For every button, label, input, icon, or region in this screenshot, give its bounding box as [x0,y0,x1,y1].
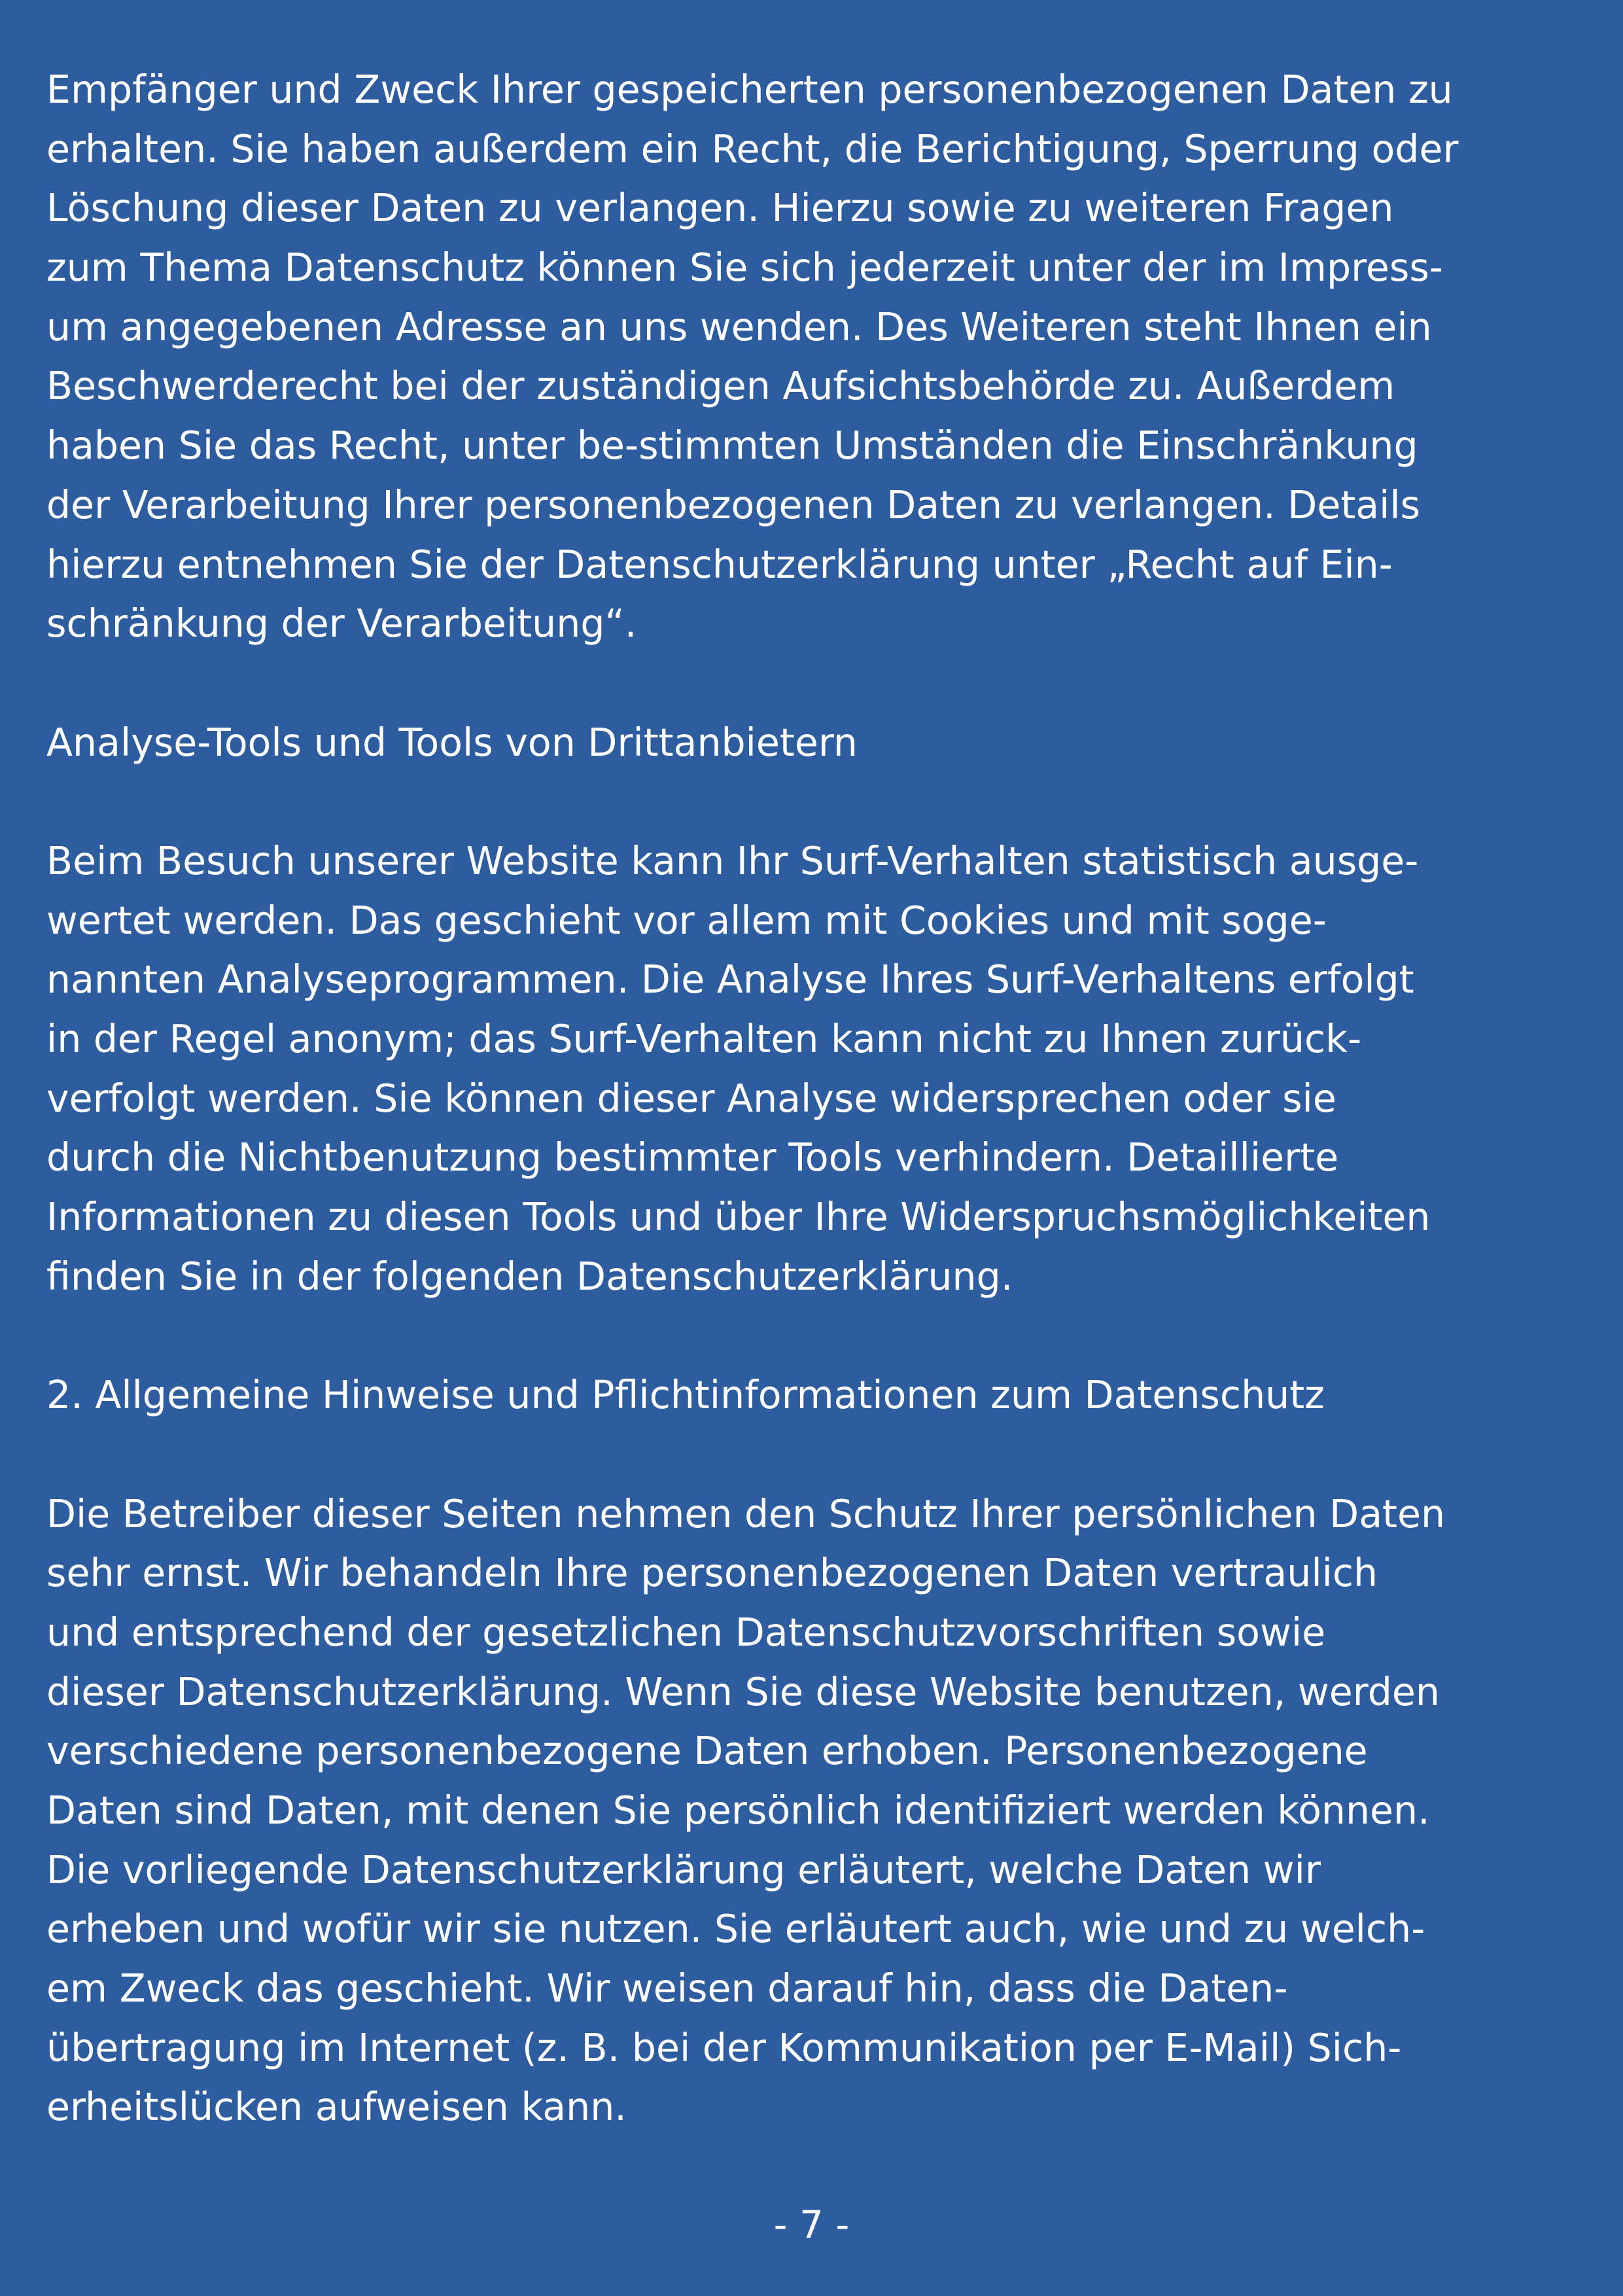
text-line: Löschung dieser Daten zu verlangen. Hierzu sowie zu weiteren Fragen [46,186,1394,231]
text-line: erheitslücken aufweisen kann. [46,2085,627,2130]
text-line: übertragung im Internet (z. B. bei der Kommunikation per E-Mail) Sich- [46,2025,1402,2070]
text-line: Daten sind Daten, mit denen Sie persönlich identifiziert werden können. [46,1788,1430,1833]
text-line: finden Sie in der folgenden Datenschutzerklärung. [46,1254,1013,1299]
text-line: verschiedene personenbezogene Daten erhoben. Personenbezogene [46,1729,1368,1774]
text-line: Die vorliegende Datenschutzerklärung erläutert, welche Daten wir [46,1847,1321,1892]
text-line: sehr ernst. Wir behandeln Ihre personenbezogenen Daten vertraulich [46,1551,1378,1596]
text-line: em Zweck das geschieht. Wir weisen darauf hin, dass die Daten- [46,1966,1288,2011]
text-line: erheben und wofür wir sie nutzen. Sie erläutert auch, wie und zu welch- [46,1907,1425,1952]
section-heading-analyse-tools: Analyse-Tools und Tools von Drittanbietern [46,720,858,765]
paragraph-rights [46,60,1603,654]
text-line: durch die Nichtbenutzung bestimmter Tools verhindern. Detaillierte [46,1135,1339,1180]
text-line: Beim Besuch unserer Website kann Ihr Surf-Verhalten statistisch ausge- [46,838,1419,883]
text-line: zum Thema Datenschutz können Sie sich jederzeit unter der im Impress- [46,245,1443,291]
text-line: Informationen zu diesen Tools und über Ihre Widerspruchsmöglichkeiten [46,1195,1431,1240]
text-line: in der Regel anonym; das Surf-Verhalten kann nicht zu Ihnen zurück- [46,1017,1362,1061]
paragraph-spacer [46,1306,1603,1366]
document-body [46,60,1603,2137]
text-line: erhalten. Sie haben außerdem ein Recht, die Berichtigung, Sperrung oder [46,126,1459,171]
text-line: nannten Analyseprogrammen. Die Analyse Ihres Surf-Verhaltens erfolgt [46,957,1414,1002]
section-heading-general-notes: 2. Allgemeine Hinweise und Pflichtinformationen zum Datenschutz [46,1373,1325,1418]
page-number: - 7 - [773,2202,850,2247]
text-line: hierzu entnehmen Sie der Datenschutzerklärung unter „Recht auf Ein- [46,542,1393,587]
paragraph-spacer [46,1425,1603,1485]
text-line: und entsprechend der gesetzlichen Datenschutzvorschriften sowie [46,1610,1326,1655]
text-line: Beschwerderecht bei der zuständigen Aufsichtsbehörde zu. Außerdem [46,364,1395,409]
paragraph-analyse [46,832,1603,1307]
text-line: haben Sie das Recht, unter be-stimmten Umständen die Einschränkung [46,423,1418,468]
text-line: Die Betreiber dieser Seiten nehmen den Schutz Ihrer persönlichen Daten [46,1491,1446,1536]
text-line: dieser Datenschutzerklärung. Wenn Sie diese Website benutzen, werden [46,1669,1440,1714]
text-line: um angegebenen Adresse an uns wenden. Des Weiteren steht Ihnen ein [46,304,1432,349]
text-line: wertet werden. Das geschieht vor allem mit Cookies und mit soge- [46,898,1327,943]
text-line: verfolgt werden. Sie können dieser Analyse widersprechen oder sie [46,1076,1336,1121]
text-line: schränkung der Verarbeitung“. [46,601,637,646]
paragraph-data-protection [46,1485,1603,2138]
text-line: der Verarbeitung Ihrer personenbezogenen Daten zu verlangen. Details [46,482,1421,527]
text-line: Empfänger und Zweck Ihrer gespeicherten personenbezogenen Daten zu [46,67,1453,112]
paragraph-spacer [46,772,1603,832]
paragraph-spacer [46,654,1603,713]
